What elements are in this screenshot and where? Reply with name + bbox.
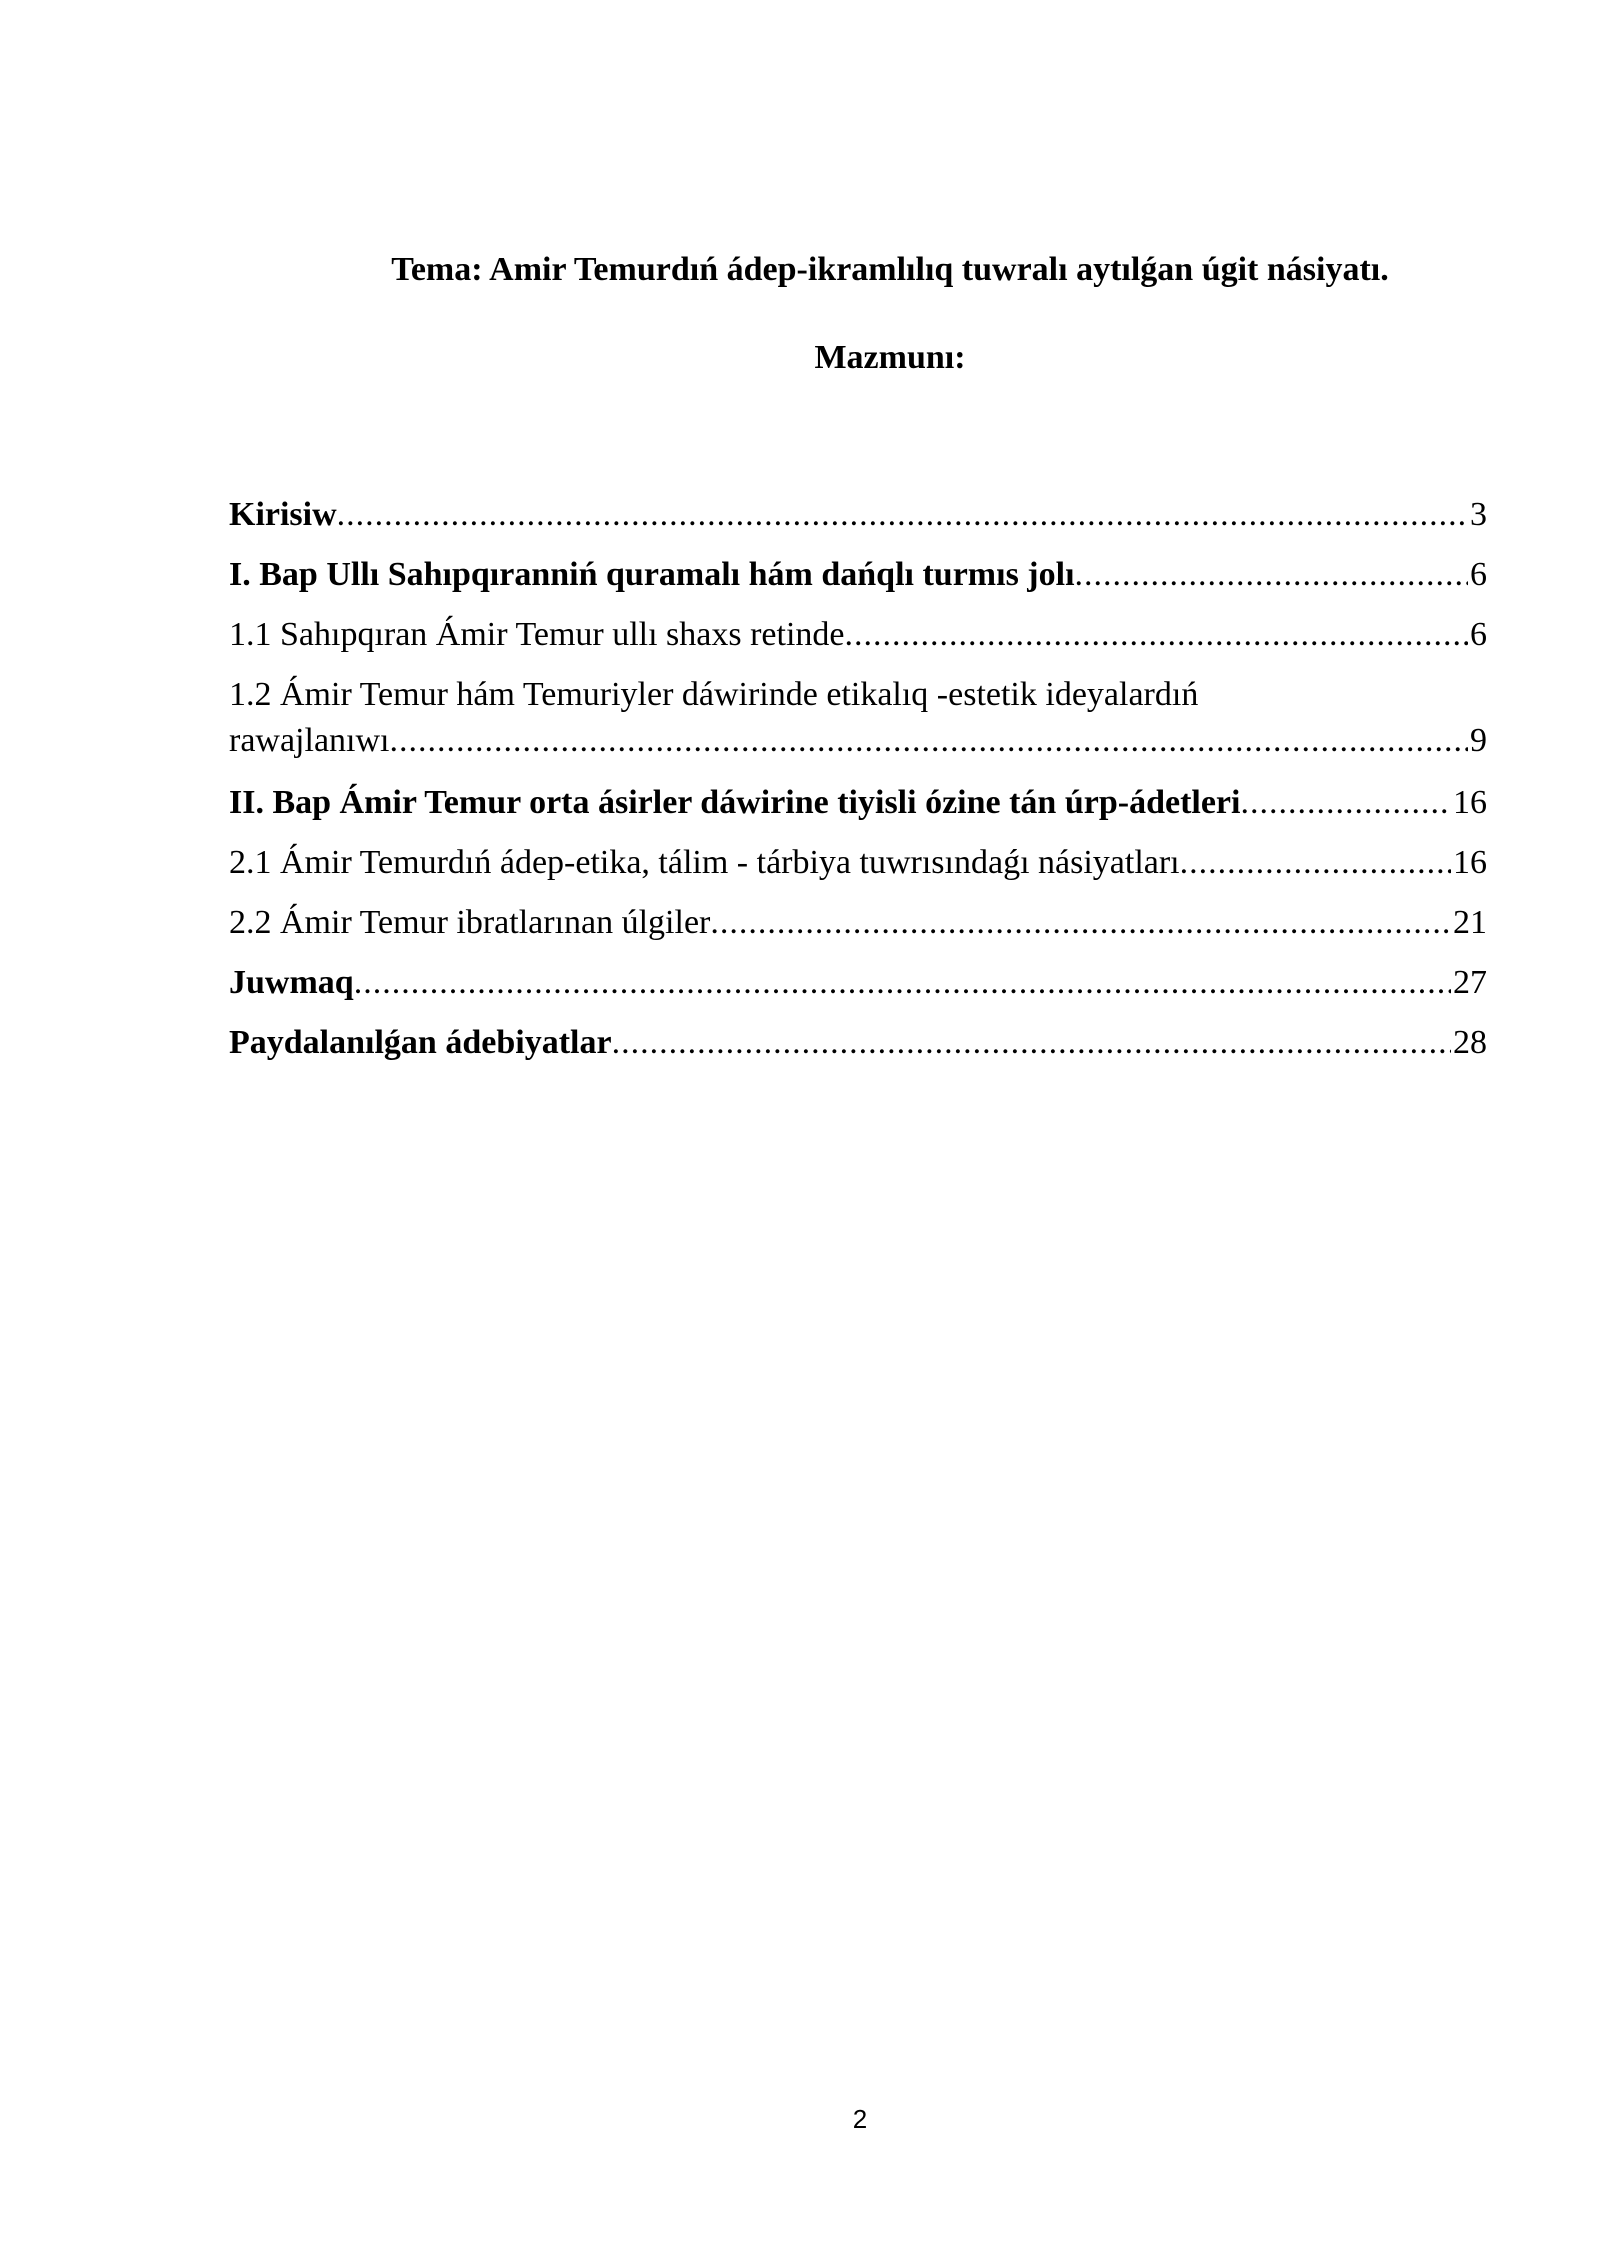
toc-entry-text: 1.2 Ámir Temur hám Temuriyler dáwirinde etikalıq -estetik ideyalardıń xyxy=(229,676,1199,713)
toc-entry-text: I. Bap Ullı Sahıpqıranniń quramalı hám dańqlı turmıs jolı xyxy=(229,556,1075,593)
toc-entry-text: 2.2 Ámir Temur ibratlarınan úlgiler xyxy=(229,904,711,941)
toc-entry-chapter-1[interactable] xyxy=(229,552,1487,598)
toc-page-number: 27 xyxy=(1453,964,1487,1001)
toc-entry-text: 2.1 Ámir Temurdıń ádep-etika, tálim - tárbiya tuwrısındaǵı násiyatları xyxy=(229,844,1180,881)
toc-page-number: 6 xyxy=(1470,556,1487,593)
page-number: 2 xyxy=(852,2104,868,2134)
toc-entry-continuation xyxy=(229,718,1487,764)
toc-page-number: 6 xyxy=(1470,616,1487,653)
toc-dot-leader xyxy=(390,718,1469,764)
toc-dot-leader xyxy=(354,960,1451,1006)
toc-page-number: 3 xyxy=(1470,496,1487,533)
toc-dot-leader xyxy=(1075,552,1468,598)
toc-entry-section-1-1[interactable] xyxy=(229,612,1487,658)
toc-entry-text: Kirisiw xyxy=(229,496,337,533)
toc-heading: Mazmunı: xyxy=(814,339,966,376)
toc-entry-section-2-2[interactable] xyxy=(229,900,1487,946)
toc-dot-leader xyxy=(710,900,1451,946)
toc-dot-leader xyxy=(1180,840,1451,886)
toc-entry-conclusion[interactable] xyxy=(229,960,1487,1006)
toc-page-number: 16 xyxy=(1453,844,1487,881)
toc-dot-leader xyxy=(337,492,1468,538)
toc-entry-text-continued: rawajlanıwı xyxy=(229,722,390,759)
document-title: Tema: Amir Temurdıń ádep-ikramlılıq tuwralı aytılǵan úgit násiyatı. xyxy=(391,251,1389,288)
toc-entry-references[interactable] xyxy=(229,1020,1487,1066)
toc-entry-chapter-2[interactable] xyxy=(229,780,1487,826)
toc-entry-text: Juwmaq xyxy=(229,964,354,1001)
toc-entry-section-1-2[interactable] xyxy=(229,672,1487,764)
toc-dot-leader xyxy=(612,1020,1451,1066)
toc-entry-section-2-1[interactable] xyxy=(229,840,1487,886)
toc-page-number: 28 xyxy=(1453,1024,1487,1061)
toc-page-number: 9 xyxy=(1470,722,1487,759)
toc-entry-text: Paydalanılǵan ádebiyatlar xyxy=(229,1024,612,1061)
toc-entry-introduction[interactable] xyxy=(229,492,1487,538)
toc-page-number: 16 xyxy=(1453,784,1487,821)
toc-dot-leader xyxy=(1240,780,1451,826)
toc-entry-text: II. Bap Ámir Temur orta ásirler dáwirine tiyisli ózine tán úrp-ádetleri xyxy=(229,784,1241,821)
toc-page-number: 21 xyxy=(1453,904,1487,941)
toc-entry-text: 1.1 Sahıpqıran Ámir Temur ullı shaxs retinde xyxy=(229,616,845,653)
toc-dot-leader xyxy=(845,612,1468,658)
